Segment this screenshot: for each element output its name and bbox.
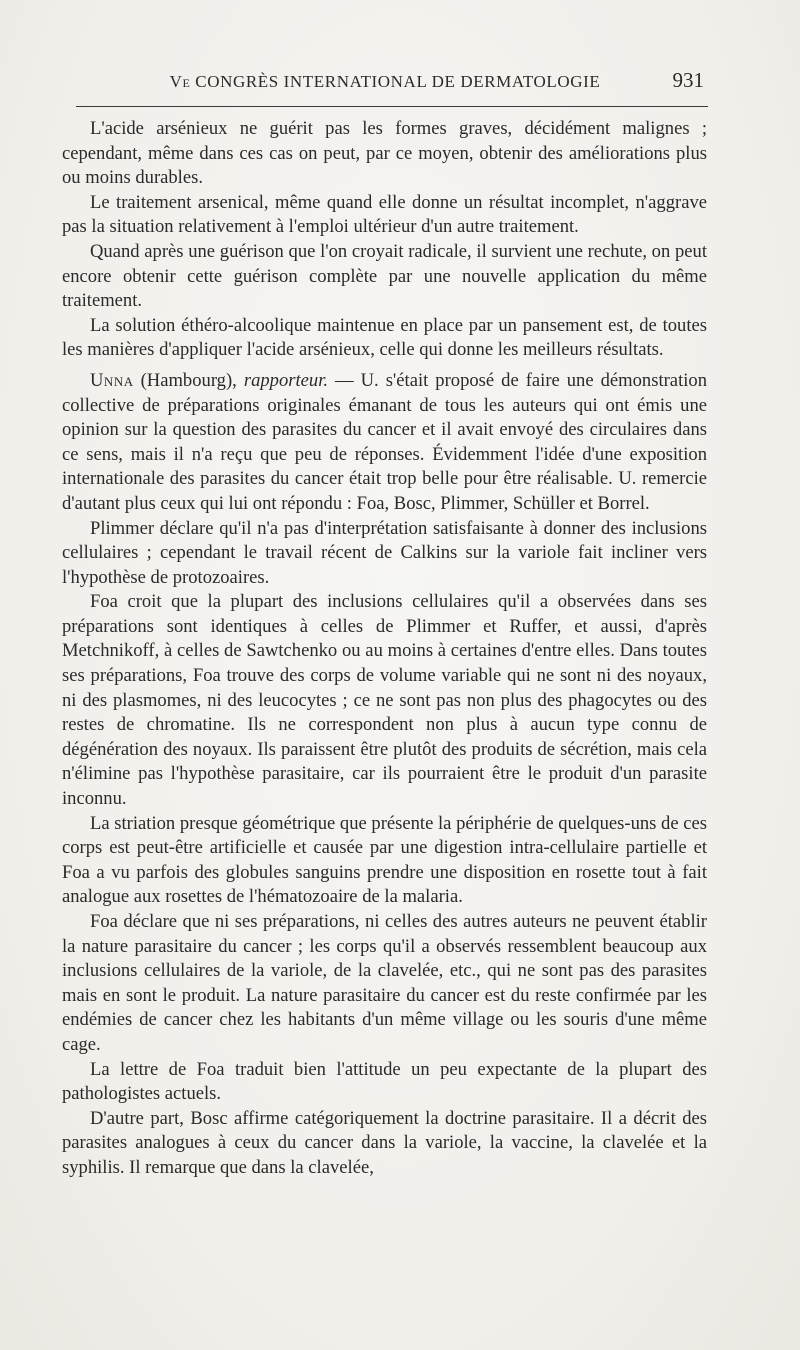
paragraph: Foa déclare que ni ses préparations, ni celles des autres auteurs ne peuvent établir la nature parasitaire du cancer ; les corps qu'il a observés ressemblent beaucoup aux inclusions cellulaires de la variole, de la clavelée, etc., qui ne sont pas des parasites mais en sont le produit. La nature parasitaire du cancer est du reste confirmée par les endémies de cancer chez les habitants d'un même village ou les souris d'une même cage.: [62, 911, 707, 1055]
paragraph: La lettre de Foa traduit bien l'attitude un peu expectante de la plupart des pathologistes actuels.: [62, 1058, 707, 1105]
paragraph: Plimmer déclare qu'il n'a pas d'interprétation satisfaisante à donner des inclusions cellulaires ; cependant le travail récent de Calkins sur la variole fait incliner vers l'hypothèse de protozoaires.: [62, 517, 707, 588]
header-rule: [76, 106, 708, 107]
page-number: 931: [672, 68, 704, 92]
paragraph: Foa croit que la plupart des inclusions cellulaires qu'il a observées dans ses préparations sont identiques à celles de Plimmer et Ruffer, et aussi, d'après Metchnikoff, à celles de Sawtchenko ou au moins à certaines d'entre elles. Dans toutes ses préparations, Foa trouve des corps de volume variable qui ne sont ni des noyaux, ni des plasmomes, ni des leucocytes ; ce ne sont pas non plus des phagocytes ou des restes de chromatine. Ils ne correspondent non plus à aucun type connu de dégénération des noyaux. Ils paraissent être plutôt des produits de sécrétion, mais cela n'élimine pas l'hypothèse parasitaire, car ils pourraient être le produit d'un parasite inconnu.: [62, 591, 707, 810]
speaker-role: rapporteur.: [243, 369, 329, 391]
paragraph: Quand après une guérison que l'on croyait radicale, il survient une rechute, on peut encore obtenir cette guérison complète par une nouvelle application du même traitement.: [62, 240, 707, 312]
paragraph-text: — U. s'était proposé de faire une démonstration collective de préparations originales émanant de tous les auteurs qui ont émis une opinion sur la question des parasites du cancer et il avait envoyé des circulaires dans ce sens, mais il n'a reçu que peu de réponses. Évidemment l'idée d'une exposition internationale des parasites du cancer était trop belle pour être réalisable. U. remercie d'autant plus ceux qui lui ont répondu : Foa, Bosc, Plimmer, Schüller et Borrel.: [62, 369, 707, 514]
paragraph: L'acide arsénieux ne guérit pas les formes graves, décidément malignes ; cependant, même dans ces cas on peut, par ce moyen, obtenir des améliorations plus ou moins durables.: [62, 118, 707, 189]
paragraph: D'autre part, Bosc affirme catégoriquement la doctrine parasitaire. Il a décrit des parasites analogues à ceux du cancer dans la variole, la vaccine, la clavelée et la syphilis. Il remarque que dans la clavelée,: [62, 1107, 707, 1178]
body-text: [62, 117, 707, 1181]
paragraph: La striation presque géométrique que présente la périphérie de quelques-uns de ces corps est peut-être artificielle et causée par une digestion intra-cellulaire partielle et Foa a vu parfois des globules sanguins prendre une disposition en rosette tout à fait analogue aux rosettes de l'hématozoaire de la malaria.: [62, 812, 707, 908]
speaker-place: (Hambourg),: [133, 369, 244, 391]
paragraph: Le traitement arsenical, même quand elle donne un résultat incomplet, n'aggrave pas la situation relativement à l'emploi ultérieur d'un autre traitement.: [62, 191, 707, 238]
paragraph: La solution éthéro-alcoolique maintenue en place par un pansement est, de toutes les manières d'appliquer l'acide arsénieux, celle qui donne les meilleurs résultats.: [62, 314, 707, 361]
running-head-title: Ve CONGRÈS INTERNATIONAL DE DERMATOLOGIE: [169, 72, 601, 91]
paragraph-unna: [62, 369, 707, 517]
speaker-name: Unna: [90, 369, 134, 391]
running-head: [62, 68, 708, 96]
